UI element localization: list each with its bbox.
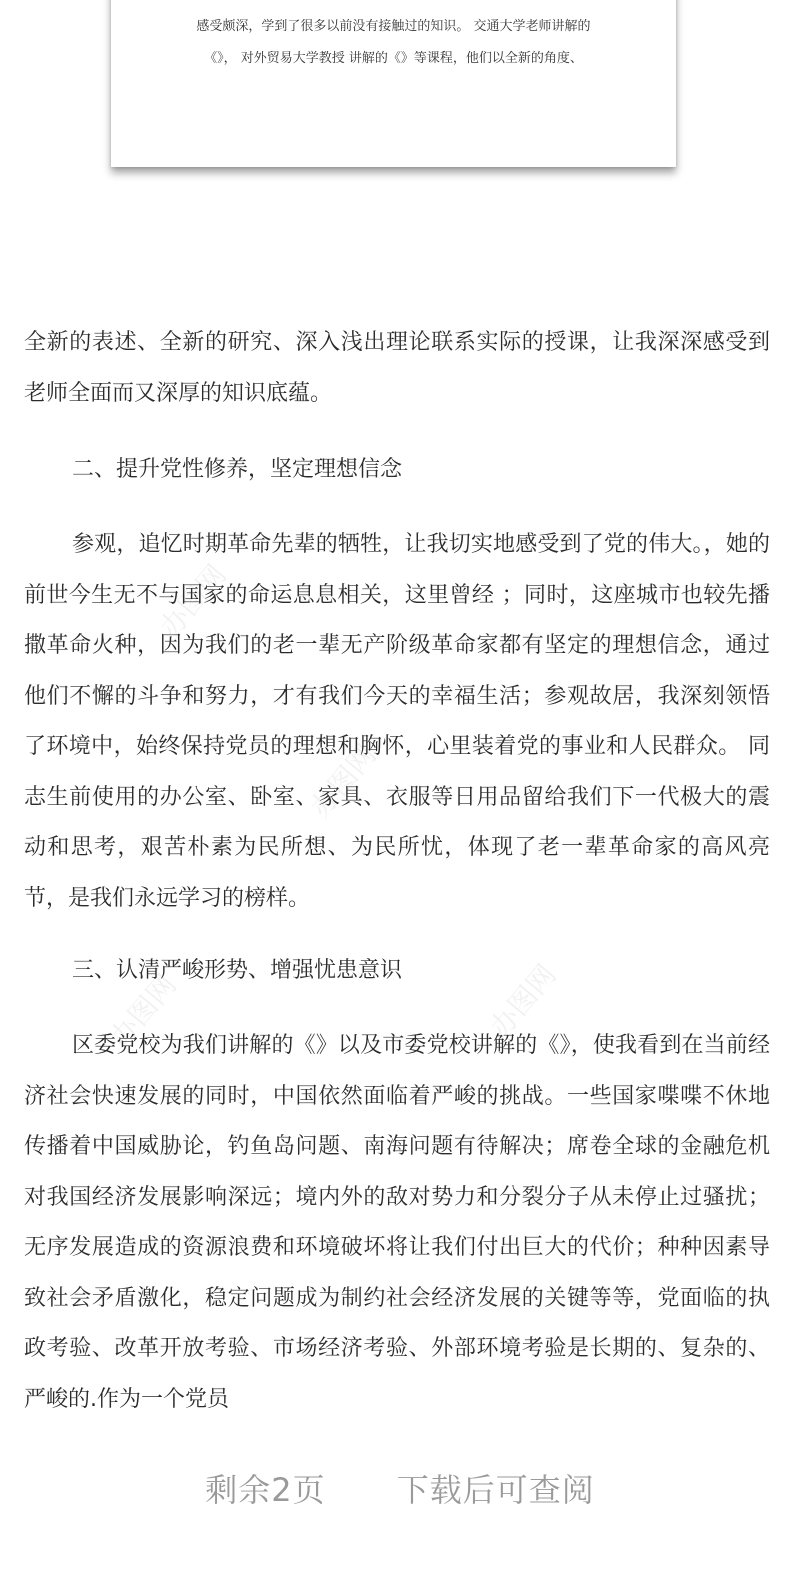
remaining-pages-label: 剩余2页 (205, 1471, 326, 1509)
watermark: 办图网 (153, 558, 233, 644)
paragraph-2: 参观，追忆时期革命先辈的牺牲，让我切实地感受到了党的伟大。，她的前世今生无不与国家的命运息息相关，这里曾经 ；同时，这座城市也较先播撒革命火种，因为我们的老一辈无产阶级革命家都有坚定的理想信念，通过他们不懈的斗争和努力，才有我们今天的幸福生活；参观故居，我深刻领悟了环境中，始终保持党员的理想和胸怀，心里装着党的事业和人民群众。 同志生前使用的办公室、卧室、家具、衣服等日用品留给我们下一代极大的震动和思考，艰苦朴素为民所想、为民所忧，体现了老一辈革命家的高风亮节，是我们永远学习的榜样。 (24, 532, 770, 911)
download-notice[interactable] (0, 1465, 800, 1511)
watermark: 办图网 (303, 738, 383, 824)
download-to-view-label[interactable]: 下载后可查阅 (396, 1471, 595, 1509)
watermark: 办图网 (483, 958, 563, 1044)
document-preview-card (111, 0, 676, 167)
paragraph-3: 区委党校为我们讲解的《》以及市委党校讲解的《》，使我看到在当前经济社会快速发展的同时，中国依然面临着严峻的挑战。一些国家喋喋不休地传播着中国威胁论，钓鱼岛问题、南海问题有待解决；席卷全球的金融危机对我国经济发展影响深远；境内外的敌对势力和分裂分子从未停止过骚扰；无序发展造成的资源浪费和环境破坏将让我们付出巨大的代价；种种因素导致社会矛盾激化，稳定问题成为制约社会经济发展的关键等等，党面临的执政考验、改革开放考验、市场经济考验、外部环境考验是长期的、复杂的、严峻的.作为一个党员 (24, 1033, 770, 1412)
watermark: 办图网 (103, 968, 183, 1054)
section-heading-2: 二、提升党性修养，坚定理想信念 (72, 457, 403, 482)
preview-line: 感受颇深，学到了很多以前没有接触过的知识。 交通大学老师讲解的 (196, 19, 591, 34)
section-heading-3: 三、认清严峻形势、增强忧患意识 (72, 958, 403, 983)
preview-line (111, 0, 676, 2)
paragraph-continuation: 全新的表述、全新的研究、深入浅出理论联系实际的授课，让我深深感受到老师全面而又深厚的知识底蕴。 (24, 330, 770, 406)
preview-line: 《》， 对外贸易大学教授 讲解的《》等课程，他们以全新的角度、 (204, 51, 583, 66)
